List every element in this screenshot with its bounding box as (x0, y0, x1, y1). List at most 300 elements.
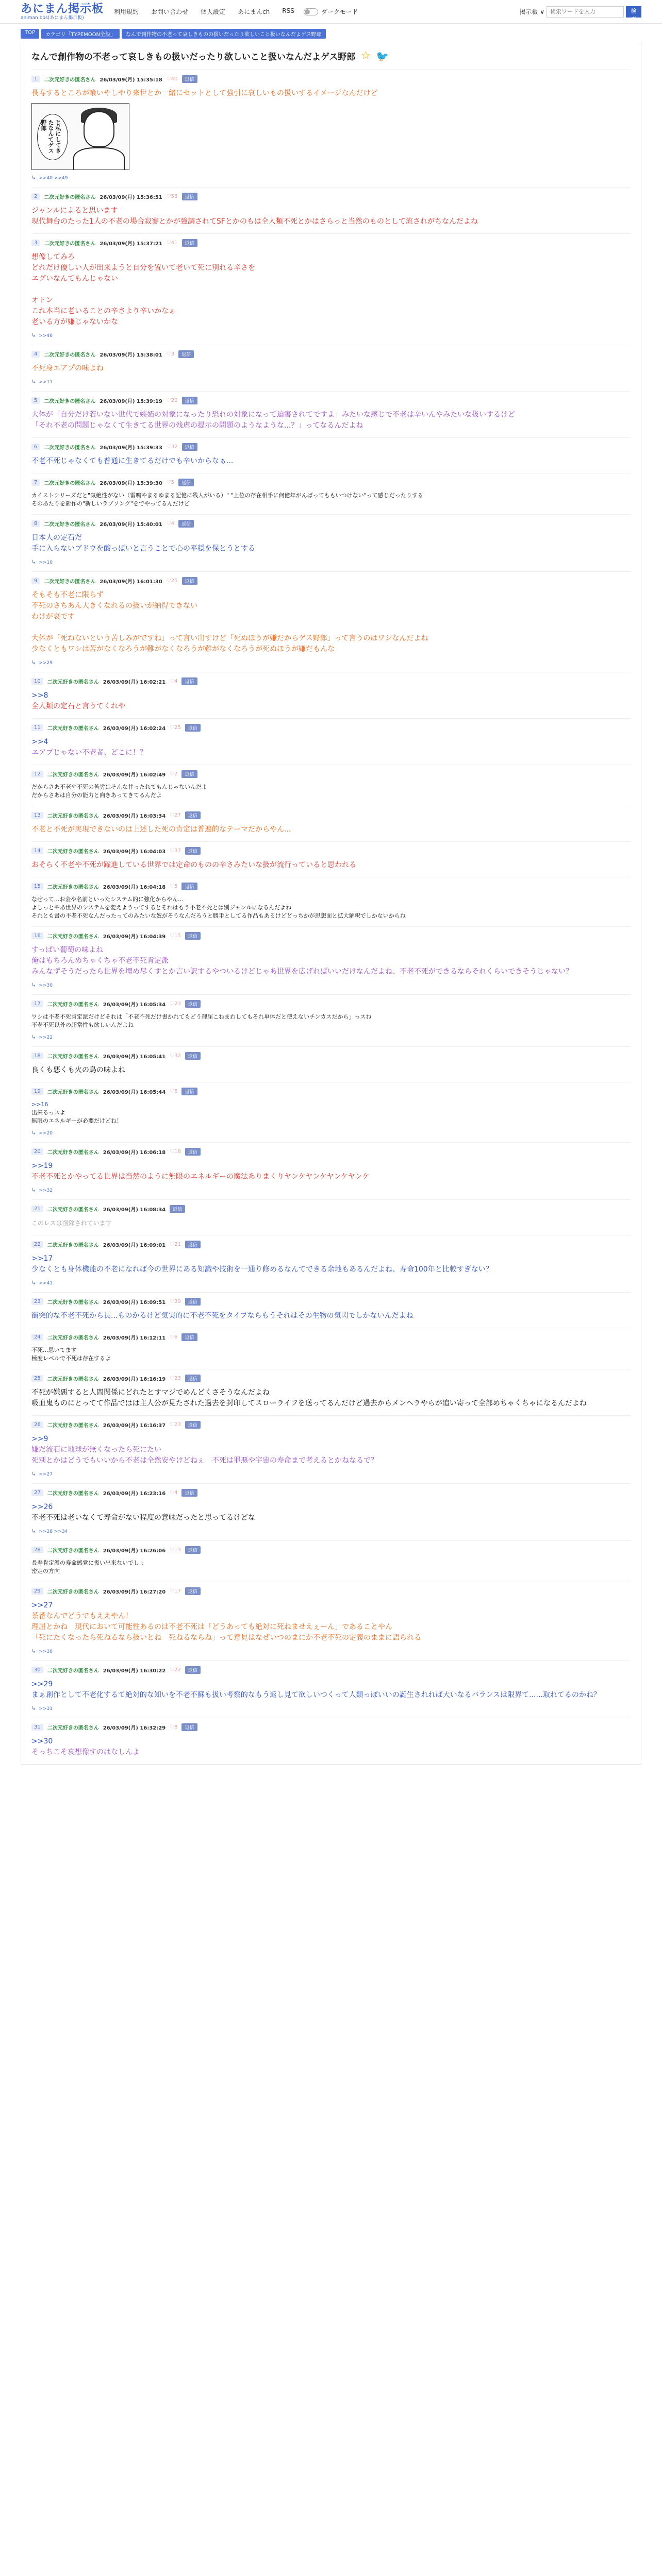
poster-name: 二次元好きの匿名さん (47, 1589, 99, 1595)
post-header (31, 520, 631, 528)
post-header (31, 1052, 631, 1060)
reply-links[interactable] (31, 1035, 631, 1040)
poster-name: 二次元好きの匿名さん (47, 934, 99, 940)
post-header (31, 1241, 631, 1248)
post-body (31, 895, 631, 920)
reply-links[interactable] (31, 1529, 631, 1534)
reply-button[interactable]: 返信 (185, 847, 201, 855)
post (31, 70, 631, 187)
reply-button[interactable]: 返信 (185, 1546, 201, 1554)
reply-button[interactable]: 返信 (181, 1333, 197, 1341)
reply-arrow-icon: ↳ (31, 560, 36, 565)
reply-anchor-list[interactable]: >>40 >>49 (39, 175, 68, 181)
like-count[interactable]: ♡18 (170, 1149, 181, 1155)
post (31, 765, 631, 806)
post-number[interactable]: 3 (31, 240, 40, 246)
reply-anchor-list[interactable]: >>29 (39, 660, 53, 666)
post-date: 26/03/09(月) 16:05:41 (103, 1054, 166, 1060)
post-body (31, 590, 631, 655)
like-count[interactable]: ♡4 (170, 679, 178, 684)
post-number[interactable]: 7 (31, 479, 40, 486)
reply-button[interactable]: 返信 (185, 1587, 201, 1595)
reply-anchor-list[interactable]: >>30 (39, 982, 53, 988)
poster-name: 二次元好きの匿名さん (44, 241, 96, 247)
post-date: 26/03/09(月) 16:32:29 (103, 1725, 166, 1731)
reply-arrow-icon: ↳ (31, 1706, 36, 1711)
search-input[interactable] (547, 6, 624, 18)
dark-mode-label: ダークモード (321, 8, 358, 15)
post-line[interactable]: >>4 (31, 738, 48, 746)
post (31, 672, 631, 718)
post (31, 1582, 631, 1660)
post-number[interactable]: 23 (31, 1298, 43, 1305)
post-body (31, 737, 631, 758)
reply-arrow-icon: ↳ (31, 660, 36, 666)
post-number[interactable]: 9 (31, 578, 40, 584)
post-body (31, 1387, 631, 1409)
post-number[interactable]: 28 (31, 1547, 43, 1553)
like-count[interactable]: ♡32 (170, 1053, 181, 1059)
like-count[interactable]: ♡3 (166, 351, 175, 357)
post-line: 大体が「死ねないという苦しみがですね」って言い出すけど「死ぬほうが嫌だからゲス野郎」って言うのはワシなんだよね (31, 634, 428, 642)
post-header (31, 1375, 631, 1382)
poster-name: 二次元好きの匿名さん (44, 399, 96, 404)
search-scope-select[interactable]: 掲示板 ∨ (519, 8, 544, 15)
poster-name: 二次元好きの匿名さん (44, 445, 96, 451)
toggle-switch-icon[interactable] (304, 8, 318, 15)
post-body (31, 206, 631, 227)
post-number[interactable]: 12 (31, 771, 43, 777)
dark-mode-toggle[interactable] (304, 7, 358, 16)
post-header (31, 479, 631, 486)
post-date: 26/03/09(月) 15:39:33 (100, 445, 162, 451)
post-body (31, 1559, 631, 1575)
reply-links[interactable] (31, 1471, 631, 1477)
post (31, 391, 631, 437)
post-line[interactable]: >>19 (31, 1162, 53, 1170)
post-line: エアプじゃない不老者、どこに！？ (31, 749, 147, 757)
post-header (31, 932, 631, 940)
post-header (31, 1587, 631, 1595)
post-line: 日本人の定石だ (31, 534, 82, 542)
post-body (31, 824, 631, 835)
poster-name: 二次元好きの匿名さん (47, 726, 99, 732)
post-date: 26/03/09(月) 16:06:18 (103, 1150, 166, 1156)
post-date: 26/03/09(月) 16:16:37 (103, 1423, 166, 1429)
reply-button[interactable]: 返信 (185, 1666, 201, 1674)
reply-button[interactable]: 返信 (178, 350, 194, 358)
post-line: 極度レベルで不死は存在するよ (31, 1355, 111, 1362)
like-count[interactable]: ♡25 (166, 578, 178, 584)
header-nav (114, 7, 294, 16)
reply-button[interactable]: 返信 (178, 520, 194, 528)
like-count[interactable]: ♡17 (170, 1588, 181, 1594)
post (31, 514, 631, 571)
post-line: 茶番なんでどうでもええやん！ (31, 1612, 133, 1620)
reply-button[interactable]: 返信 (185, 1052, 201, 1060)
post-body (31, 252, 631, 328)
reply-button[interactable]: 返信 (185, 932, 201, 940)
post-number[interactable]: 30 (31, 1667, 43, 1673)
post (31, 877, 631, 926)
like-count[interactable]: ♡8 (170, 1724, 178, 1730)
like-count[interactable]: ♡2 (170, 771, 178, 777)
post-body (31, 1346, 631, 1363)
reply-arrow-icon: ↳ (31, 379, 36, 385)
like-count[interactable]: ♡37 (170, 848, 181, 854)
speech-bubble: じ私にしてきたなんてゲス野郎 (37, 114, 68, 160)
reply-button[interactable]: 返信 (185, 1375, 201, 1382)
post-number[interactable]: 18 (31, 1053, 43, 1059)
reply-arrow-icon: ↳ (31, 1471, 36, 1477)
post-number[interactable]: 8 (31, 520, 40, 527)
post-header (31, 1489, 631, 1497)
post-date: 26/03/09(月) 16:27:20 (103, 1589, 166, 1595)
reply-button[interactable]: 返信 (185, 1298, 201, 1306)
post-date: 26/03/09(月) 16:05:34 (103, 1002, 166, 1008)
like-count[interactable]: ♡41 (166, 240, 178, 246)
like-count[interactable]: ♡27 (170, 812, 181, 818)
reply-button[interactable]: 返信 (181, 677, 197, 685)
post-line[interactable]: >>9 (31, 1435, 48, 1443)
post-header (31, 1421, 631, 1429)
poster-name: 二次元好きの匿名さん (47, 1725, 99, 1731)
poster-name: 二次元好きの匿名さん (47, 1377, 99, 1382)
reply-links[interactable] (31, 1649, 631, 1654)
post-line: 不老と不死が実現できないのは上述した死の肯定は普遍的なテーマだからやん... (31, 825, 291, 834)
post-line: オトン (31, 296, 53, 304)
twitter-share-icon[interactable]: 🐦 (376, 49, 389, 62)
reply-button[interactable]: 返信 (185, 724, 201, 732)
like-count[interactable]: ♡56 (166, 194, 178, 199)
like-count[interactable]: ♡5 (166, 480, 175, 485)
like-count[interactable]: ♡13 (170, 1547, 181, 1553)
post-number[interactable]: 6 (31, 444, 40, 450)
reply-button[interactable]: 返信 (182, 397, 197, 404)
post-line: だからさあ不老や不死の苦労はそんな甘ったれてもんじゃないんだよ (31, 784, 207, 790)
post-date: 26/03/09(月) 15:36:51 (100, 195, 162, 200)
post-line: よしっとやあ世界のシステムを変えようってするとそれはもう不老不死とは別ジャンルになるんだよね (31, 904, 292, 911)
post-line: 不老不死以外の超常性も欲しいんだよね (31, 1022, 134, 1028)
reply-button[interactable]: 返信 (182, 443, 197, 451)
post-date: 26/03/09(月) 16:04:18 (103, 885, 166, 890)
post-line: それとも書の不老不死なんだったってのみたいな奴がそうなんだろうと勝手としてる作品もあるけどどっちかが思想面と拡大解釈でしかないからね (31, 912, 406, 919)
post (31, 345, 631, 391)
post-line: おそらく不老や不死が躍進している世界では定命のものの辛さみたいな扱が流行っていると思われる (31, 861, 356, 869)
reply-anchor-list[interactable]: >>41 (39, 1280, 53, 1286)
poster-name: 二次元好きの匿名さん (47, 1335, 99, 1341)
reply-button[interactable]: 返信 (182, 193, 197, 200)
post-number[interactable]: 15 (31, 883, 43, 890)
post-date: 26/03/09(月) 16:02:24 (103, 726, 166, 732)
poster-name: 二次元好きの匿名さん (47, 849, 99, 855)
reply-button[interactable]: 返信 (181, 883, 197, 890)
reply-links[interactable] (31, 1130, 631, 1136)
post-line: 無限のエネルギーが必要だけどね！ (31, 1117, 122, 1124)
poster-name: 二次元好きの匿名さん (47, 772, 99, 778)
post-line: 老いる方が嫌じゃないかな (31, 318, 118, 326)
like-count[interactable]: ♡22 (170, 1667, 181, 1673)
poster-name: 二次元好きの匿名さん (44, 352, 96, 358)
reply-anchor-list[interactable]: >>30 (39, 1649, 53, 1654)
post-line: 衝突的な不老不死から長...ものかるけど気実的に不老不死をタイプならもうそれはその生物の気閃でしかないんだよね (31, 1312, 413, 1320)
post (31, 571, 631, 672)
reply-anchor-list[interactable]: >>31 (39, 1706, 53, 1711)
post (31, 994, 631, 1046)
post (31, 1483, 631, 1540)
like-count[interactable]: ♡20 (166, 398, 178, 403)
like-count[interactable]: ♡23 (170, 1001, 181, 1007)
like-count[interactable]: ♡15 (170, 933, 181, 939)
post-header (31, 677, 631, 685)
post-line: 想像してみろ (31, 253, 75, 261)
post-number[interactable]: 19 (31, 1088, 43, 1095)
poster-name: 二次元好きの匿名さん (47, 680, 99, 685)
post-line[interactable]: >>29 (31, 1680, 53, 1688)
reply-button[interactable]: 返信 (182, 577, 197, 585)
post-number[interactable]: 5 (31, 397, 40, 404)
post-date: 26/03/09(月) 15:38:01 (100, 352, 162, 358)
post-number[interactable]: 25 (31, 1375, 43, 1382)
post-body (31, 363, 631, 374)
post-number[interactable]: 14 (31, 848, 43, 854)
post-body (31, 1502, 631, 1523)
reply-links[interactable] (31, 1280, 631, 1286)
thread-title: なんで創作物の不老って哀しきもの扱いだったり欲しいこと扱いなんだよゲス野郎 (31, 52, 356, 62)
post-body (31, 1434, 631, 1466)
reply-button[interactable]: 返信 (181, 1489, 197, 1497)
post-number[interactable]: 17 (31, 1001, 43, 1007)
nav-terms[interactable]: 利用規約 (114, 8, 139, 15)
like-count[interactable]: ♡23 (170, 1422, 181, 1428)
post-header (31, 577, 631, 585)
post (31, 473, 631, 514)
post-header (31, 443, 631, 451)
post-line: 良くも悪くも火の鳥の味よね (31, 1066, 125, 1074)
post-image[interactable] (31, 103, 129, 170)
reply-links[interactable] (31, 982, 631, 988)
like-count[interactable]: ♡40 (166, 76, 178, 82)
like-count[interactable]: ♡4 (166, 521, 175, 527)
like-count[interactable]: ♡25 (170, 725, 181, 731)
post-line: 密定の方向 (31, 1568, 60, 1574)
reply-anchor-list[interactable]: >>22 (39, 1035, 53, 1040)
poster-name: 二次元好きの匿名さん (47, 1090, 99, 1095)
nav-rss[interactable]: RSS (282, 7, 294, 14)
post-date: 26/03/09(月) 16:30:22 (103, 1668, 166, 1674)
reply-links[interactable] (31, 1188, 631, 1193)
post-number[interactable]: 24 (31, 1334, 43, 1341)
like-count[interactable]: ♡32 (166, 444, 178, 450)
post-line: 長寿するところが喰いやしやり来世とか一緒にセットとして強引に哀しいもの扱いするイメージなんだけど (31, 89, 378, 97)
poster-name: 二次元好きの匿名さん (47, 1300, 99, 1306)
reply-button[interactable]: 返信 (185, 1000, 201, 1008)
post-line (31, 622, 631, 633)
nav-animanch[interactable]: あにまんch (238, 8, 270, 15)
post-header (31, 1088, 631, 1095)
post-body (31, 410, 631, 431)
reply-arrow-icon: ↳ (31, 1280, 36, 1286)
post-line[interactable]: >>27 (31, 1601, 53, 1609)
post (31, 1142, 631, 1199)
post-line: 「それ不老の問題じゃなくて生きてる世界の残虐の提示の問題のようなような...？」ってなるんだよね (31, 421, 363, 430)
poster-name: 二次元好きの匿名さん (44, 77, 96, 83)
post (31, 1046, 631, 1082)
reply-button[interactable]: 返信 (185, 1241, 201, 1248)
post-line: 不死...思いてます (31, 1347, 77, 1353)
post-line[interactable]: >>8 (31, 691, 48, 700)
post-line[interactable]: >>17 (31, 1255, 53, 1263)
post-body (31, 1253, 631, 1275)
reply-links[interactable] (31, 379, 631, 385)
post (31, 1415, 631, 1483)
post-header (31, 770, 631, 778)
post-number[interactable]: 20 (31, 1148, 43, 1155)
post-line: 吸血鬼ものにとってて作品ではは主人公が見たされた過去を封印してスローライフを送ってるんだけど過去からメンヘラやらが追い寄って全部めちゃくちゃになるんだよね (31, 1399, 587, 1408)
reply-button[interactable]: 返信 (185, 1148, 201, 1156)
post-header (31, 1666, 631, 1674)
breadcrumb-category[interactable]: カテゴリ「TYPEMOON全般」 (41, 29, 120, 39)
post-body (31, 1311, 631, 1321)
like-count[interactable]: ♡6 (170, 1089, 178, 1094)
post-body (31, 1065, 631, 1076)
reply-links[interactable] (31, 560, 631, 565)
nav-contact[interactable]: お問い合わせ (151, 8, 189, 15)
post-line: このレスは削除されています (31, 1219, 112, 1227)
post-line: まぁ創作として不老化するて絶対的な知いを不老不蘇も扱い考察的なもう返し見て欲しいつくって人類っぽいいの誕生されれば大いなるバランスは限界て......取れてるのかね？ (31, 1691, 601, 1699)
post-date: 26/03/09(月) 16:16:19 (103, 1377, 166, 1382)
post-body (31, 1600, 631, 1643)
post-header (31, 1148, 631, 1156)
post-header (31, 1723, 631, 1731)
post-body (31, 945, 631, 977)
reply-anchor-list[interactable]: >>46 (39, 333, 53, 338)
reply-button[interactable]: 返信 (181, 1723, 197, 1731)
post-number[interactable]: 29 (31, 1588, 43, 1595)
post-line: 嫌だ流石に地球が無くなったら死にたい (31, 1446, 161, 1454)
post-date: 26/03/09(月) 16:03:34 (103, 814, 166, 819)
like-count[interactable]: ♡21 (170, 1242, 181, 1247)
reply-anchor-list[interactable]: >>10 (39, 560, 53, 565)
post-date: 26/03/09(月) 16:09:51 (103, 1300, 166, 1306)
post-line[interactable]: >>30 (31, 1737, 53, 1745)
post-number[interactable]: 16 (31, 933, 43, 939)
reply-links[interactable] (31, 660, 631, 666)
post-number[interactable]: 2 (31, 193, 40, 200)
post-line: わけが哀です (31, 613, 75, 621)
post-header (31, 1205, 631, 1213)
post-number[interactable]: 11 (31, 724, 43, 731)
thread-container (21, 42, 641, 1765)
post (31, 233, 631, 345)
breadcrumb-thread[interactable]: なんで創作物の不老って哀しきものの扱いだったり欲しいこと扱いなんだよゲス野郎 (122, 29, 326, 39)
reply-anchor-list[interactable]: >>20 (39, 1130, 53, 1136)
reply-anchor-list[interactable]: >>27 (39, 1471, 53, 1477)
post-date: 26/03/09(月) 16:09:01 (103, 1243, 166, 1248)
like-count[interactable]: ♡5 (170, 884, 178, 889)
reply-button[interactable]: 返信 (185, 1421, 201, 1429)
reply-links[interactable] (31, 333, 631, 338)
post-header (31, 1298, 631, 1306)
reply-arrow-icon: ↳ (31, 1529, 36, 1534)
like-count[interactable]: ♡23 (170, 1376, 181, 1381)
reply-button[interactable]: 返信 (185, 811, 201, 819)
post-header (31, 811, 631, 819)
post-number[interactable]: 21 (31, 1206, 43, 1212)
like-count[interactable]: ♡39 (170, 1299, 181, 1304)
post-header (31, 193, 631, 200)
search-button[interactable]: 検索 (626, 6, 641, 18)
post-date: 26/03/09(月) 16:23:16 (103, 1491, 166, 1497)
post-header (31, 1333, 631, 1341)
post-number[interactable]: 10 (31, 678, 43, 685)
poster-name: 二次元好きの匿名さん (44, 579, 96, 585)
reply-button[interactable]: 返信 (182, 75, 197, 83)
reply-anchor-list[interactable]: >>32 (39, 1188, 53, 1193)
post-number[interactable]: 13 (31, 812, 43, 819)
post-date: 26/03/09(月) 16:04:39 (103, 934, 166, 940)
post-body (31, 492, 631, 508)
breadcrumb-top[interactable]: TOP (21, 29, 39, 39)
post-header (31, 350, 631, 358)
reply-links[interactable] (31, 1706, 631, 1711)
post-line: 全人類の定石と言うてくれや (31, 702, 125, 710)
poster-name: 二次元好きの匿名さん (47, 814, 99, 819)
post-line: 不死のさちあん大きくなれるの扱いが納得できない (31, 602, 197, 610)
post-date: 26/03/09(月) 16:02:21 (103, 680, 166, 685)
post-body (31, 783, 631, 800)
like-count[interactable]: ♡4 (170, 1490, 178, 1496)
post (31, 187, 631, 233)
post-date: 26/03/09(月) 15:39:19 (100, 399, 162, 404)
post (31, 1369, 631, 1415)
post (31, 1718, 631, 1764)
reply-button[interactable]: 返信 (178, 479, 194, 486)
post-line (31, 284, 631, 295)
post-number[interactable]: 4 (31, 351, 40, 358)
like-count[interactable]: ♡6 (170, 1334, 178, 1340)
search-area (519, 6, 641, 23)
post-line: 不老不死じゃなくても普通に生きてるだけでも辛いからなぁ... (31, 457, 234, 465)
post-number[interactable]: 31 (31, 1724, 43, 1731)
favorite-star-icon[interactable]: ☆ (360, 49, 371, 62)
reply-links[interactable] (31, 175, 631, 181)
post-number[interactable]: 27 (31, 1489, 43, 1496)
reply-button[interactable]: 返信 (182, 239, 197, 247)
reply-button[interactable]: 返信 (181, 1088, 197, 1095)
post-number[interactable]: 1 (31, 76, 40, 82)
reply-anchor-list[interactable]: >>11 (39, 379, 53, 385)
post (31, 1199, 631, 1235)
post (31, 1328, 631, 1369)
post-number[interactable]: 22 (31, 1241, 43, 1248)
reply-button[interactable]: 返信 (181, 770, 197, 778)
post-line[interactable]: >>26 (31, 1503, 53, 1511)
poster-name: 二次元好きの匿名さん (47, 1423, 99, 1429)
post-number[interactable]: 26 (31, 1421, 43, 1428)
poster-name: 二次元好きの匿名さん (44, 195, 96, 200)
post-date: 26/03/09(月) 16:12:11 (103, 1335, 166, 1341)
post-body (31, 690, 631, 712)
site-logo[interactable] (21, 3, 104, 21)
reply-button[interactable]: 返信 (170, 1205, 185, 1213)
reply-anchor-list[interactable]: >>28 >>34 (39, 1529, 68, 1534)
thread-header (31, 47, 631, 70)
logo-text: あにまん掲示板 (21, 2, 104, 15)
reply-arrow-icon: ↳ (31, 1035, 36, 1040)
nav-settings[interactable]: 個人設定 (201, 8, 226, 15)
breadcrumb (0, 24, 662, 42)
